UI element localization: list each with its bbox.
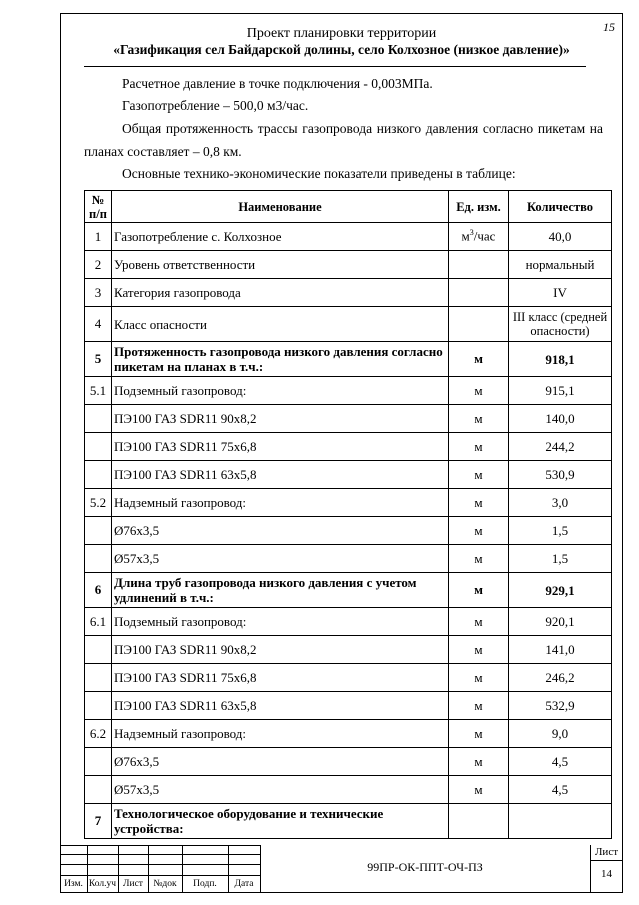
sheet-number: 14 bbox=[601, 868, 612, 880]
row-name: Длина труб газопровода низкого давления с учетом удлинений в т.ч.: bbox=[112, 573, 449, 608]
table-row bbox=[85, 573, 612, 608]
row-quantity: 1,5 bbox=[509, 517, 612, 545]
col-header-quantity: Количество bbox=[509, 191, 612, 223]
row-unit: м bbox=[449, 433, 509, 461]
row-name: ПЭ100 ГАЗ SDR11 63х5,8 bbox=[112, 461, 449, 489]
row-unit: м bbox=[449, 748, 509, 776]
row-name: ПЭ100 ГАЗ SDR11 75х6,8 bbox=[112, 433, 449, 461]
row-unit bbox=[449, 307, 509, 342]
row-name: Категория газопровода bbox=[112, 279, 449, 307]
title-block-stamp bbox=[60, 845, 623, 893]
row-quantity: 918,1 bbox=[509, 342, 612, 377]
row-quantity: 532,9 bbox=[509, 692, 612, 720]
row-number bbox=[85, 405, 112, 433]
row-unit: м bbox=[449, 776, 509, 804]
row-name: Подземный газопровод: bbox=[112, 377, 449, 405]
header-project-name: «Газификация сел Байдарской долины, село Колхозное (низкое давление)» bbox=[113, 42, 570, 57]
row-quantity: 4,5 bbox=[509, 748, 612, 776]
row-quantity: 920,1 bbox=[509, 608, 612, 636]
row-number: 5.1 bbox=[85, 377, 112, 405]
row-number: 6.2 bbox=[85, 720, 112, 748]
paragraph-length-line1: Общая протяженность трассы газопровода низкого давления согласно пикетам на bbox=[122, 121, 603, 136]
table-row bbox=[85, 433, 612, 461]
row-number: 4 bbox=[85, 307, 112, 342]
row-quantity bbox=[509, 804, 612, 839]
row-number: 3 bbox=[85, 279, 112, 307]
row-number bbox=[85, 776, 112, 804]
row-unit: м bbox=[449, 692, 509, 720]
indicators-table bbox=[84, 190, 612, 839]
table-row bbox=[85, 664, 612, 692]
row-number: 6.1 bbox=[85, 608, 112, 636]
row-unit: м bbox=[449, 664, 509, 692]
stamp-label-sheet: Лист bbox=[123, 879, 143, 889]
stamp-label-doc: №док bbox=[153, 879, 177, 889]
table-row bbox=[85, 377, 612, 405]
row-unit: м bbox=[449, 405, 509, 433]
row-name: ПЭ100 ГАЗ SDR11 90х8,2 bbox=[112, 636, 449, 664]
table-row bbox=[85, 804, 612, 839]
row-number bbox=[85, 664, 112, 692]
sheet-label: Лист bbox=[594, 846, 619, 858]
row-name: ПЭ100 ГАЗ SDR11 63х5,8 bbox=[112, 692, 449, 720]
row-unit: м bbox=[449, 517, 509, 545]
row-unit: м bbox=[449, 545, 509, 573]
row-name: Протяженность газопровода низкого давления согласно пикетам на планах в т.ч.: bbox=[112, 342, 449, 377]
table-row bbox=[85, 342, 612, 377]
table-row bbox=[85, 748, 612, 776]
table-row bbox=[85, 636, 612, 664]
row-number: 6 bbox=[85, 573, 112, 608]
table-row bbox=[85, 307, 612, 342]
row-name: Надземный газопровод: bbox=[112, 489, 449, 517]
row-quantity: 929,1 bbox=[509, 573, 612, 608]
row-name: Уровень ответственности bbox=[112, 251, 449, 279]
row-unit: м bbox=[449, 636, 509, 664]
row-unit bbox=[449, 223, 509, 251]
row-unit: м bbox=[449, 720, 509, 748]
paragraph-length-line2: планах составляет – 0,8 км. bbox=[84, 144, 242, 159]
paragraph-consumption: Газопотребление – 500,0 м3/час. bbox=[122, 98, 309, 113]
unit-tail: /час bbox=[473, 228, 496, 244]
table-row bbox=[85, 489, 612, 517]
row-number: 5.2 bbox=[85, 489, 112, 517]
table-row bbox=[85, 545, 612, 573]
row-name: ПЭ100 ГАЗ SDR11 90х8,2 bbox=[112, 405, 449, 433]
row-unit bbox=[449, 279, 509, 307]
row-quantity: IV bbox=[509, 279, 612, 307]
col-header-number bbox=[85, 191, 112, 223]
table-header-row bbox=[85, 191, 612, 223]
row-number: 1 bbox=[85, 223, 112, 251]
row-number bbox=[85, 636, 112, 664]
paragraph-table-intro: Основные технико-экономические показатели приведены в таблице: bbox=[122, 166, 516, 181]
stamp-label-count: Кол.уч bbox=[88, 879, 117, 889]
col-header-name: Наименование bbox=[112, 191, 449, 223]
row-number bbox=[85, 461, 112, 489]
row-number: 5 bbox=[85, 342, 112, 377]
table-row bbox=[85, 279, 612, 307]
row-quantity: нормальный bbox=[509, 251, 612, 279]
paragraph-pressure: Расчетное давление в точке подключения - 0,003МПа. bbox=[122, 76, 433, 91]
table-row bbox=[85, 608, 612, 636]
row-name: Ø57х3,5 bbox=[112, 545, 449, 573]
row-quantity: 9,0 bbox=[509, 720, 612, 748]
row-quantity: 915,1 bbox=[509, 377, 612, 405]
row-name: Ø76х3,5 bbox=[112, 748, 449, 776]
row-number: 7 bbox=[85, 804, 112, 839]
row-number bbox=[85, 545, 112, 573]
row-number bbox=[85, 692, 112, 720]
row-name: Ø57х3,5 bbox=[112, 776, 449, 804]
table-row bbox=[85, 776, 612, 804]
row-number bbox=[85, 517, 112, 545]
stamp-label-date: Дата bbox=[234, 879, 254, 889]
row-quantity: 244,2 bbox=[509, 433, 612, 461]
row-number bbox=[85, 433, 112, 461]
row-number bbox=[85, 748, 112, 776]
row-quantity: 40,0 bbox=[509, 223, 612, 251]
table-row bbox=[85, 692, 612, 720]
row-quantity: 141,0 bbox=[509, 636, 612, 664]
table-row bbox=[85, 517, 612, 545]
row-unit: м bbox=[449, 489, 509, 517]
stamp-label-change: Изм. bbox=[64, 879, 83, 889]
row-name: Подземный газопровод: bbox=[112, 608, 449, 636]
document-code: 99ПР-ОК-ППТ-ОЧ-ПЗ bbox=[367, 860, 483, 874]
header-title: Проект планировки территории bbox=[246, 26, 437, 41]
table-row bbox=[85, 251, 612, 279]
row-unit: м bbox=[449, 461, 509, 489]
row-unit bbox=[449, 804, 509, 839]
table-row bbox=[85, 405, 612, 433]
row-quantity: 530,9 bbox=[509, 461, 612, 489]
row-unit: м bbox=[449, 377, 509, 405]
row-number: 2 bbox=[85, 251, 112, 279]
row-quantity: 140,0 bbox=[509, 405, 612, 433]
col-header-number-line1: № bbox=[91, 192, 105, 207]
row-unit: м bbox=[449, 342, 509, 377]
row-name: Ø76х3,5 bbox=[112, 517, 449, 545]
row-quantity: III класс (средней опасности) bbox=[509, 307, 612, 342]
col-header-number-line2: п/п bbox=[89, 206, 107, 221]
unit-superscript: 3 bbox=[469, 228, 474, 238]
stamp-label-signature: Подп. bbox=[193, 879, 217, 889]
table-row bbox=[85, 461, 612, 489]
row-unit bbox=[449, 251, 509, 279]
row-unit: м bbox=[449, 573, 509, 608]
unit-base: м bbox=[461, 228, 470, 244]
row-unit: м bbox=[449, 608, 509, 636]
header-divider bbox=[84, 66, 586, 67]
row-quantity: 3,0 bbox=[509, 489, 612, 517]
row-name: Надземный газопровод: bbox=[112, 720, 449, 748]
row-name: ПЭ100 ГАЗ SDR11 75х6,8 bbox=[112, 664, 449, 692]
row-name: Класс опасности bbox=[112, 307, 449, 342]
row-quantity: 4,5 bbox=[509, 776, 612, 804]
table-row bbox=[85, 720, 612, 748]
row-quantity: 246,2 bbox=[509, 664, 612, 692]
row-name: Газопотребление с. Колхозное bbox=[112, 223, 449, 251]
page-number: 15 bbox=[603, 20, 615, 34]
col-header-unit: Ед. изм. bbox=[449, 191, 509, 223]
row-name: Технологическое оборудование и технические устройства: bbox=[112, 804, 449, 839]
row-quantity: 1,5 bbox=[509, 545, 612, 573]
table-row bbox=[85, 223, 612, 251]
